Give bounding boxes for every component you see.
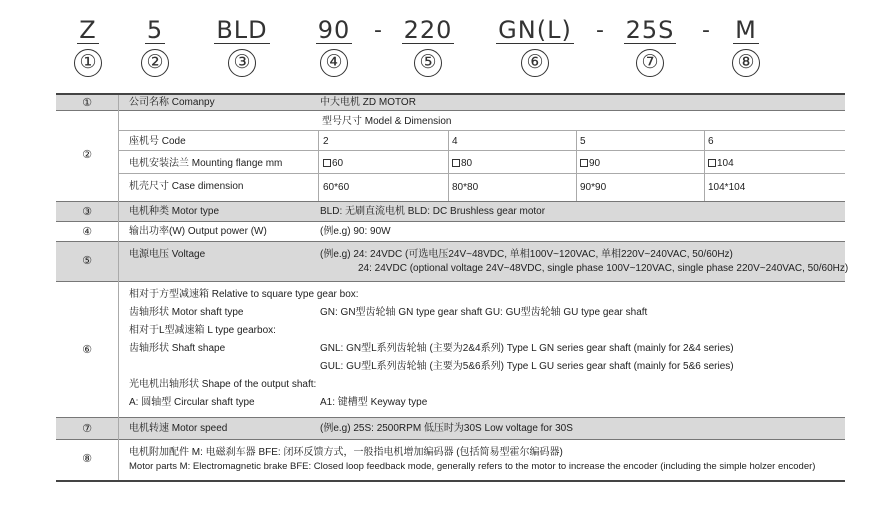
row-value: BLD: 无刷直流电机 BLD: DC Brushless gear motor <box>320 206 546 217</box>
code-segment-size: 5 <box>146 16 164 44</box>
row-value: 电机附加配件 M: 电磁刹车器 BFE: 闭环反馈方式，一般指电机增加编码器 (包括简易型霍尔编码器) <box>129 447 563 458</box>
row-number: ① <box>82 97 92 109</box>
column-divider <box>118 95 119 110</box>
code-segment-series: Z <box>79 16 97 44</box>
code-segment-shaft: GN(L) <box>498 16 572 44</box>
column-divider <box>318 130 319 201</box>
shaft-line: 光电机出轴形状 Shape of the output shaft: <box>129 379 317 390</box>
code-cell: 4 <box>452 136 458 147</box>
code-cell: 6 <box>708 136 714 147</box>
code-segment-power: 90 <box>317 16 351 44</box>
shaft-line: A: 圆轴型 Circular shaft type <box>129 397 255 408</box>
square-icon <box>708 159 716 167</box>
column-divider <box>118 201 119 481</box>
shaft-line: 齿轴形状 Motor shaft type <box>129 307 244 318</box>
row-parts <box>56 440 845 479</box>
row-shaft <box>56 282 845 417</box>
row-speed <box>56 418 845 439</box>
row-label: 电源电压 Voltage <box>129 249 206 260</box>
flange-label: 电机安装法兰 Mounting flange mm <box>129 158 283 169</box>
row-value: (例e.g) 90: 90W <box>320 226 391 237</box>
row-label: 公司名称 Comanpy <box>129 97 215 108</box>
code-separator: - <box>702 18 710 43</box>
case-cell: 90*90 <box>580 182 607 193</box>
shaft-line: 相对于方型减速箱 Relative to square type gear box: <box>129 289 359 300</box>
row-divider <box>118 130 845 131</box>
column-divider <box>704 130 705 201</box>
marker-2: ② <box>141 49 169 77</box>
row-value: (例e.g) 25S: 2500RPM 低压时为30S Low voltage for 30S <box>320 423 573 434</box>
row-value: 24: 24VDC (optional voltage 24V~48VDC, single phase 100V~120VAC, single phase 220V~240VAC, 50/60Hz) <box>358 263 849 274</box>
shaft-line: GNL: GN型L系列齿轮轴 (主要为2&4系列) Type L GN series gear shaft (mainly for 2&4 series) <box>320 343 734 354</box>
row-power <box>56 222 845 241</box>
flange-cell: 90 <box>580 158 600 170</box>
code-segment-type: BLD <box>216 16 268 44</box>
shaft-line: 齿轴形状 Shaft shape <box>129 343 226 354</box>
marker-3: ③ <box>228 49 256 77</box>
flange-cell: 60 <box>323 158 343 170</box>
column-divider <box>448 130 449 201</box>
column-divider <box>576 130 577 201</box>
row-divider <box>118 150 845 151</box>
code-segment-speed: 25S <box>625 16 675 44</box>
code-segment-voltage: 220 <box>403 16 453 44</box>
marker-4: ④ <box>320 49 348 77</box>
flange-cell: 80 <box>452 158 472 170</box>
marker-6: ⑥ <box>521 49 549 77</box>
row-number: ⑥ <box>82 344 92 356</box>
row-label: 电机种类 Motor type <box>129 206 220 217</box>
row-voltage <box>56 242 849 281</box>
row-value: 中大电机 ZD MOTOR <box>320 97 416 108</box>
marker-5: ⑤ <box>414 49 442 77</box>
row-label: 输出功率(W) Output power (W) <box>129 226 267 237</box>
case-cell: 104*104 <box>708 182 746 193</box>
code-separator: - <box>596 18 604 43</box>
code-cell: 2 <box>323 136 329 147</box>
row-number: ② <box>82 149 92 161</box>
square-icon <box>580 159 588 167</box>
code-separator: - <box>374 18 382 43</box>
shaft-line: GN: GN型齿轮轴 GN type gear shaft GU: GU型齿轮轴 GU type gear shaft <box>320 307 648 318</box>
flange-cell: 104 <box>708 158 734 170</box>
row-number: ③ <box>82 206 92 218</box>
square-icon <box>452 159 460 167</box>
case-cell: 80*80 <box>452 182 479 193</box>
column-divider <box>118 110 119 201</box>
row-label: 电机转速 Motor speed <box>129 423 228 434</box>
table-bottom-rule <box>56 480 845 482</box>
model-dimension-heading: 型号尺寸 Model & Dimension <box>322 116 452 127</box>
shaft-line: GUL: GU型L系列齿轮轴 (主要为5&6系列) Type L GU series gear shaft (mainly for 5&6 series) <box>320 361 734 372</box>
row-company <box>56 95 845 110</box>
marker-8: ⑧ <box>732 49 760 77</box>
row-divider <box>118 173 845 174</box>
case-cell: 60*60 <box>323 182 350 193</box>
square-icon <box>323 159 331 167</box>
code-cell: 5 <box>580 136 586 147</box>
row-motor-type <box>56 202 845 221</box>
code-segment-parts: M <box>735 16 757 44</box>
row-value: (例e.g) 24: 24VDC (可选电压24V~48VDC, 单相100V~120VAC, 单相220V~240VAC, 50/60Hz) <box>320 249 733 260</box>
marker-1: ① <box>74 49 102 77</box>
marker-7: ⑦ <box>636 49 664 77</box>
shaft-line: 相对于L型减速箱 L type gearbox: <box>129 325 276 336</box>
code-label: 座机号 Code <box>129 136 186 147</box>
shaft-line: A1: 键槽型 Keyway type <box>320 397 428 408</box>
row-value: Motor parts M: Electromagnetic brake BFE: Closed loop feedback mode, generally refers to the motor to increase the encoder (including the simple holzer encoder) <box>129 461 816 472</box>
row-number: ⑦ <box>82 423 92 435</box>
row-number: ④ <box>82 226 92 238</box>
case-label: 机壳尺寸 Case dimension <box>129 181 244 192</box>
row-divider <box>56 110 845 111</box>
row-number: ⑧ <box>82 453 92 465</box>
row-number: ⑤ <box>82 255 92 267</box>
